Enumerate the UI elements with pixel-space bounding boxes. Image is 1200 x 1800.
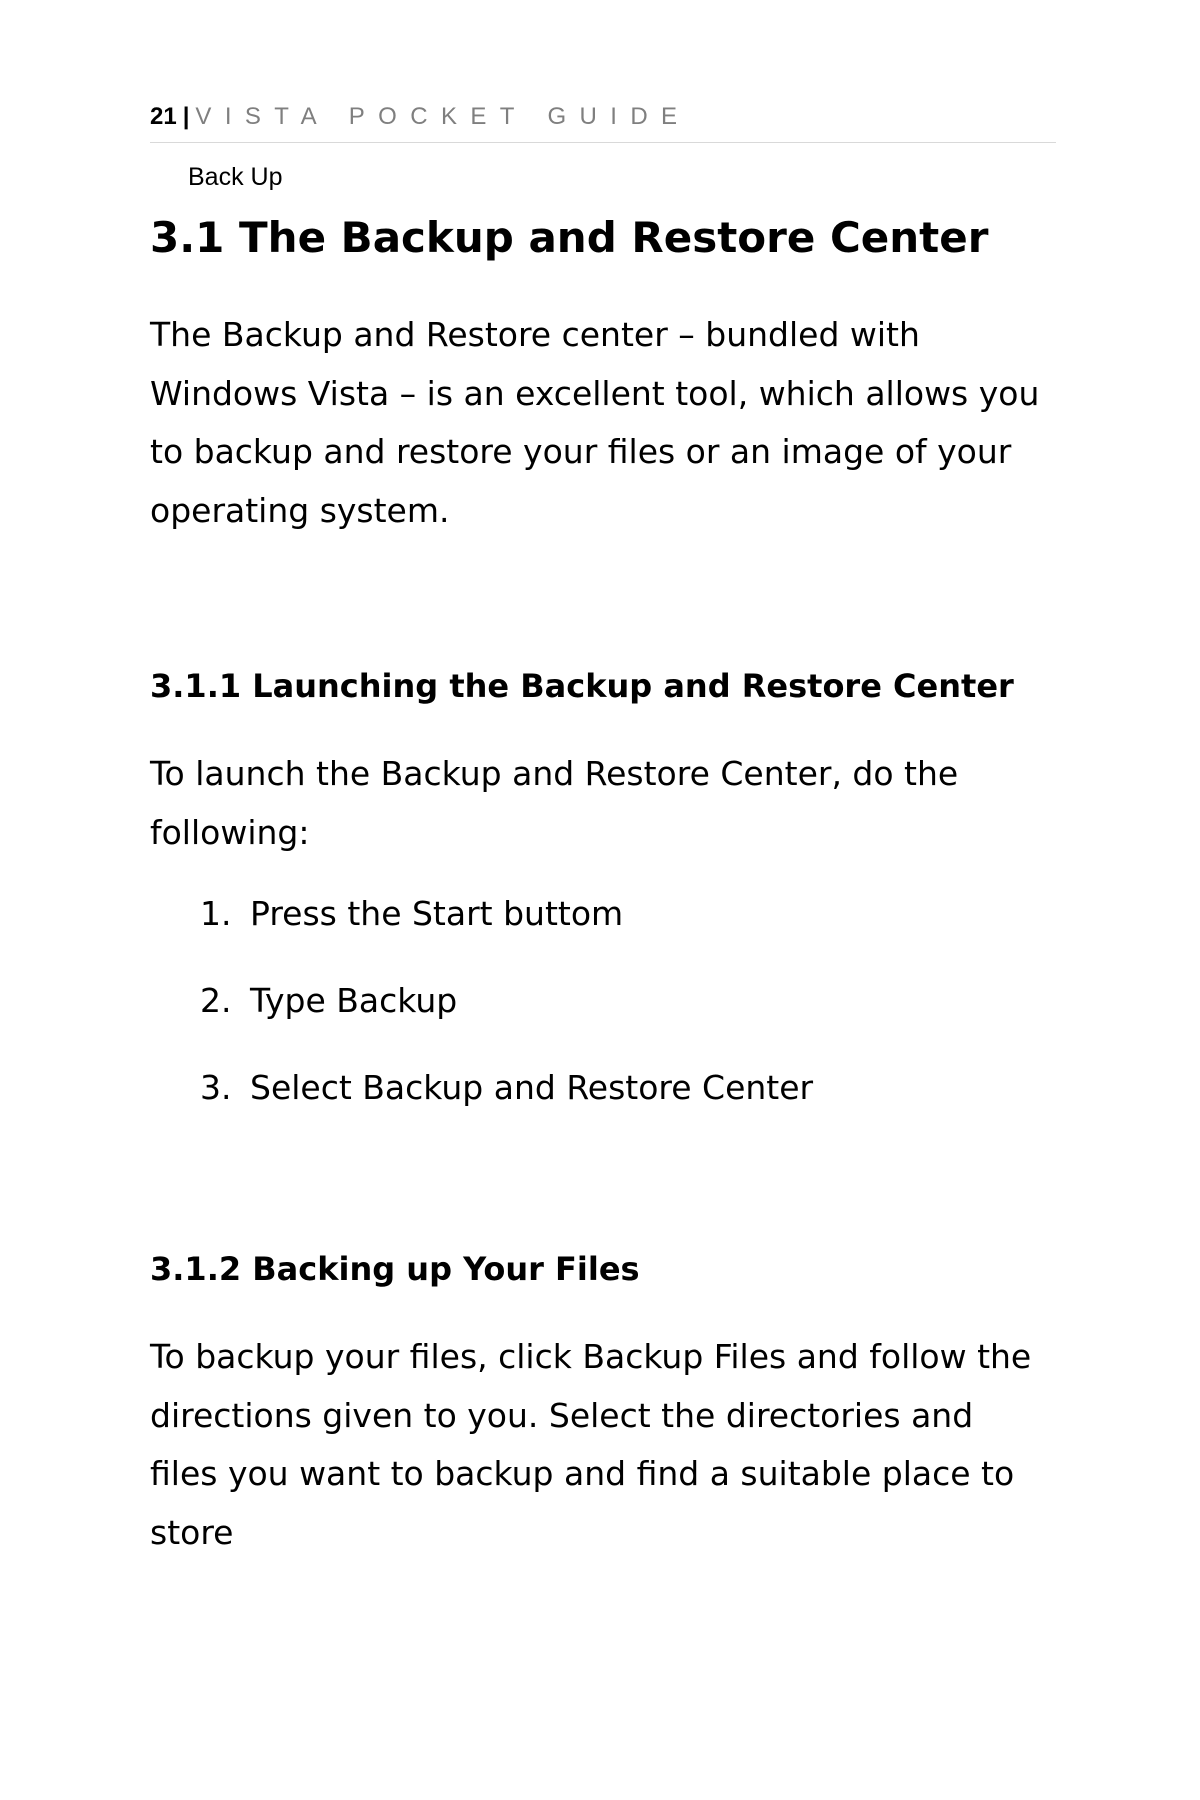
book-title: VISTA POCKET GUIDE: [195, 103, 691, 130]
list-item: [200, 979, 813, 1023]
step-number: 2.: [200, 981, 232, 1020]
step-text: Type Backup: [250, 981, 458, 1020]
running-header: [150, 102, 1056, 143]
subsection-heading-launching: 3.1.1 Launching the Backup and Restore Center: [150, 667, 1014, 705]
intro-paragraph: The Backup and Restore center – bundled with Windows Vista – is an excellent tool, which allows you to backup and restore your files or an image of your operating system.: [150, 315, 1040, 530]
list-item: [200, 1066, 813, 1110]
list-item: [200, 892, 813, 936]
step-number: 3.: [200, 1068, 232, 1107]
steps-list: [200, 892, 813, 1153]
subsection-heading-backing-up: 3.1.2 Backing up Your Files: [150, 1250, 640, 1288]
page-number: 21: [150, 103, 177, 130]
step-number: 1.: [200, 894, 232, 933]
section-heading: 3.1 The Backup and Restore Center: [150, 213, 989, 262]
section-tag: Back Up: [188, 163, 283, 191]
step-text: Select Backup and Restore Center: [250, 1068, 814, 1107]
header-separator: |: [182, 103, 190, 130]
backing-up-paragraph: To backup your files, click Backup Files and follow the directions given to you. Select the directories and files you want to backup and find a suitable place to store: [150, 1337, 1032, 1552]
step-text: Press the Start buttom: [250, 894, 624, 933]
launching-paragraph: To launch the Backup and Restore Center, do the following:: [150, 754, 959, 852]
